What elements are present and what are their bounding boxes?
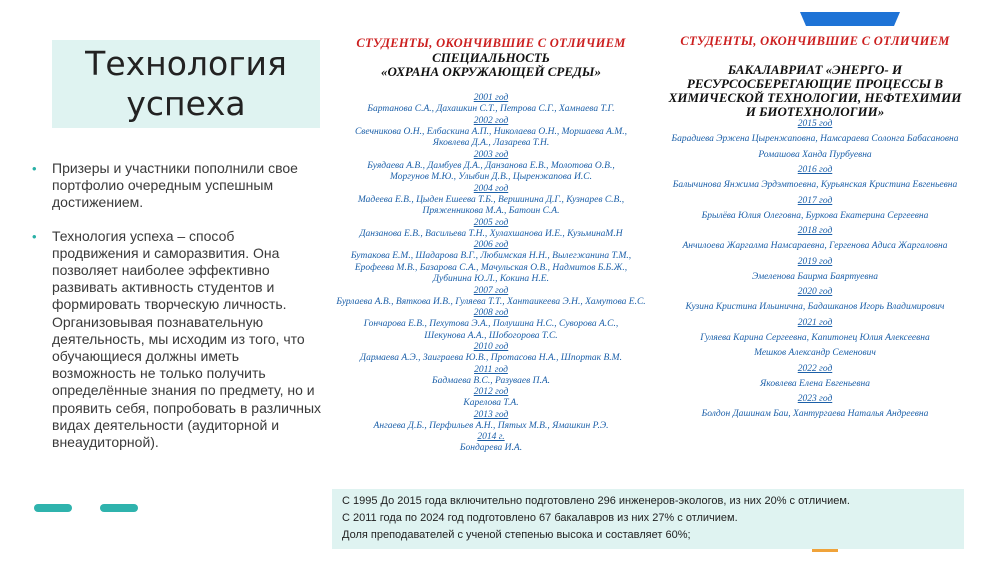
graduation-year: 2007 год <box>473 285 509 296</box>
graduation-year: 2005 год <box>473 217 509 228</box>
graduation-year: 2006 год <box>473 240 509 250</box>
graduate-names: Карелова Т.А. <box>463 398 519 408</box>
slide-title-line-1: Технология <box>85 44 287 83</box>
decorative-blue-bar <box>800 12 900 26</box>
graduate-names: Ангаева Д.Б., Перфильев А.Н., Пятых М.В., Ямашкин Р.Э. <box>373 420 609 431</box>
graduate-names: Брылёва Юлия Олеговна, Буркова Екатерина Сергеевна <box>701 210 929 221</box>
graduate-names: Дармаева А.Э., Заиграева Ю.В., Протасова Н.А., Шпортак В.М. <box>360 353 622 363</box>
bullet-text: Призеры и участники пополнили свое портфолио очередным успешным достижением. <box>52 160 298 211</box>
column-header-line: «ОХРАНА ОКРУЖАЮЩЕЙ СРЕДЫ» <box>381 64 601 79</box>
graduates-list <box>330 93 652 455</box>
column-header-line: РЕСУРСОСБЕРЕГАЮЩИЕ ПРОЦЕССЫ В <box>686 76 944 91</box>
graduation-year: 2015 год <box>797 119 833 129</box>
graduate-names: Барадиева Эржена Цыренжаповна, Намсараева Солонга Бабасановна <box>671 134 959 144</box>
graduation-year: 2017 год <box>797 195 833 206</box>
graduation-year: 2022 год <box>797 363 833 374</box>
graduate-names: Бадмаева В.С., Разуваев П.А. <box>432 375 550 386</box>
graduate-names: Моргунов М.Ю., Улыбин Д.В., Цыренжапова И.С. <box>390 172 592 182</box>
column-header-red: СТУДЕНТЫ, ОКОНЧИВШИЕ С ОТЛИЧИЕМ <box>356 36 626 50</box>
graduate-names: Гончарова Е.В., Пехутова Э.А., Полушина Н.С., Суворова А.С., <box>363 319 619 329</box>
statistics-line: Доля преподавателей с ученой степенью высока и составляет 60%; <box>342 529 691 541</box>
graduate-names: Гуляева Карина Сергеевна, Капитонец Юлия Алексеевна <box>700 332 930 343</box>
graduation-year: 2010 год <box>473 342 509 352</box>
graduate-names: Свечникова О.Н., Елбаскина А.П., Николаева О.Н., Моршаева А.М., <box>354 126 628 137</box>
graduation-year: 2004 год <box>473 183 509 194</box>
graduate-names: Болдон Дашинам Баи, Хантургаева Наталья Андреевна <box>701 409 929 419</box>
column-header-line: СПЕЦИАЛЬНОСТЬ <box>432 50 550 65</box>
graduate-names: Пряженникова М.А., Батоин С.А. <box>422 206 560 216</box>
graduate-names: Эмеленова Баирма Баяртуевна <box>752 271 878 282</box>
graduate-names: Ромашова Ханда Пурбуевна <box>758 149 872 160</box>
column-header-line: БАКАЛАВРИАТ «ЭНЕРГО- И <box>727 62 903 77</box>
graduate-names: Ерофеева М.В., Базарова С.А., Мачульская О.В., Надмитов Б.Б.Ж., <box>354 262 628 273</box>
graduate-names: Мешков Александр Семенович <box>754 348 876 358</box>
graduation-year: 2012 год <box>473 387 509 397</box>
graduate-names: Яковлева Д.А., Лазарева Т.Н. <box>432 138 550 148</box>
graduate-names: Бутакова Е.М., Шадарова В.Г., Любимская Н.Н., Вылегжанина Т.М., <box>350 251 632 261</box>
bullet-dot-icon: • <box>32 161 37 176</box>
decorative-pill-right <box>100 504 138 512</box>
graduation-year: 2013 год <box>473 409 509 420</box>
bullet-dot-icon: • <box>32 228 37 244</box>
graduate-names: Мадеева Е.В., Цыден Ешеева Т.Б., Вершинина Д.Г., Кузнарев С.В., <box>357 194 625 205</box>
graduate-names: Шекунова А.А., Шобогорова Т.С. <box>424 330 558 341</box>
bullet-list <box>32 160 322 467</box>
graduate-names: Бартанова С.А., Дахашкин С.Т., Петрова С.Г., Хамнаева Т.Г. <box>367 104 615 114</box>
graduates-column-specialty <box>330 36 652 455</box>
graduate-names: Кузина Кристина Ильинична, Бадашканов Игорь Владимирович <box>685 302 945 312</box>
graduate-names: Данзанова Е.В., Васильева Т.Н., Хулахшанова И.Е., КузьминаМ.Н <box>359 228 623 239</box>
graduation-year: 2001 год <box>473 93 509 103</box>
graduates-column-bachelor <box>655 34 975 425</box>
graduation-year: 2020 год <box>797 287 833 297</box>
statistics-box <box>332 489 964 549</box>
graduation-year: 2018 год <box>797 226 833 236</box>
graduation-year: 2023 год <box>797 394 833 404</box>
bullet-text: Технология успеха – способ продвижения и саморазвития. Она позволяет наиболее эффективно развивать активность студентов и формировать творческую личность. Организовывая познавательную деятельность, мы исходим из того, что обучающиеся должны иметь возможность не только получить определённые знания по предмету, но и проявить себя, попробовать в различных видах деятельности (аудиторной и внеаудиторной). <box>52 227 322 451</box>
graduate-names: Бондарева И.А. <box>459 443 523 453</box>
graduate-names: Буядаева А.В., Дамбуев Д.А., Данзанова Е.В., Молотова О.В., <box>367 160 615 171</box>
graduation-year: 2019 год <box>797 256 833 267</box>
graduate-names: Анчилоева Жаргалма Намсараевна, Гергенова Адиса Жаргаловна <box>682 241 948 251</box>
graduate-names: Дубинина Ю.Л., Кокина Н.Е. <box>433 274 549 284</box>
decorative-pill-left <box>34 504 72 512</box>
graduation-year: 2003 год <box>473 149 509 160</box>
graduation-year: 2002 год <box>473 115 509 126</box>
graduate-names: Яковлева Елена Евгеньевна <box>760 378 870 389</box>
statistics-line: С 1995 До 2015 года включительно подготовлено 296 инженеров-экологов, из них 20% с отличием. <box>342 495 850 507</box>
column-header-red: СТУДЕНТЫ, ОКОНЧИВШИЕ С ОТЛИЧИЕМ <box>680 34 950 48</box>
graduation-year: 2021 год <box>797 317 833 328</box>
graduate-names: Балычинова Янжима Эрдэмтоевна, Курьянская Кристина Евгеньевна <box>672 180 958 190</box>
graduation-year: 2016 год <box>797 165 833 175</box>
slide-title <box>52 40 320 128</box>
graduation-year: 2011 год <box>474 364 508 375</box>
bullet-item <box>32 228 322 452</box>
graduate-names: Бурлаева А.В., Вяткова И.В., Гуляева Т.Т., Хантаикеева Э.Н., Хамутова Е.С. <box>336 296 646 307</box>
slide-title-line-2: успеха <box>126 84 246 123</box>
graduation-year: 2008 год <box>473 308 509 318</box>
statistics-line: С 2011 года по 2024 год подготовлено 67 бакалавров из них 27% с отличием. <box>342 512 738 524</box>
graduation-year: 2014 г. <box>477 432 505 442</box>
column-header-line: ХИМИЧЕСКОЙ ТЕХНОЛОГИИ, НЕФТЕХИМИИ <box>668 90 962 105</box>
bullet-item <box>32 160 322 212</box>
column-header-line: И БИОТЕХНОЛОГИИ» <box>745 104 885 119</box>
graduates-list <box>655 119 975 421</box>
